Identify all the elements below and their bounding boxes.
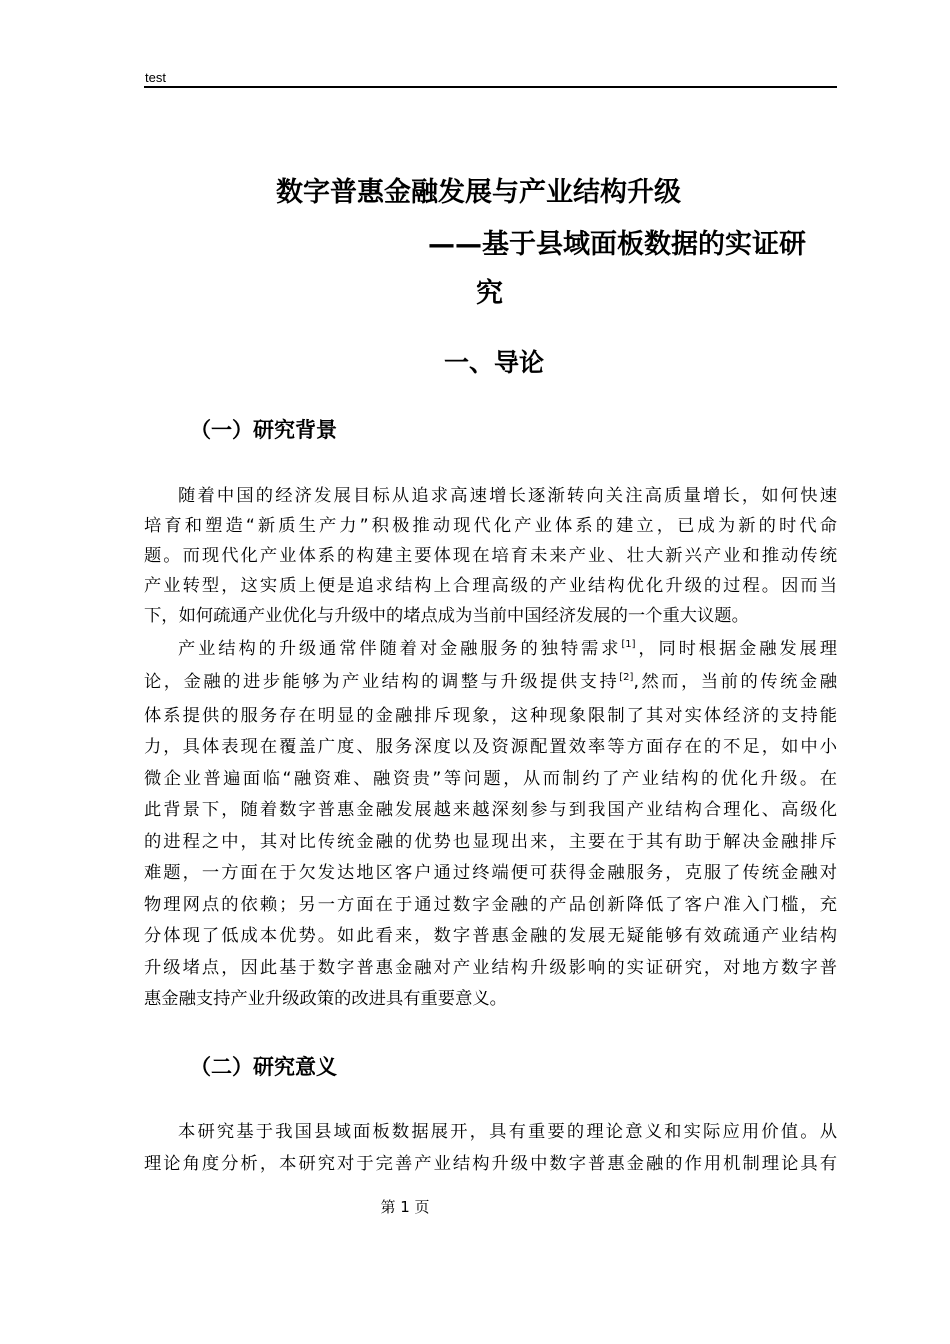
page-number: 第 1 页 — [380, 1198, 430, 1216]
body-line: 分体现了低成本优势。如此看来，数字普惠金融的发展无疑能够有效疏通产业结构 — [144, 926, 837, 946]
body-line: 理论角度分析，本研究对于完善产业结构升级中数字普惠金融的作用机制理论具有 — [144, 1154, 837, 1174]
citation-ref-1[interactable]: [1] — [621, 639, 636, 651]
body-text: 产业结构的升级通常伴随着对金融服务的独特需求 — [178, 639, 622, 659]
body-line: 随着中国的经济发展目标从追求高速增长逐渐转向关注高质量增长，如何快速 — [178, 486, 837, 506]
body-line: 此背景下，随着数字普惠金融发展越来越深刻参与到我国产业结构合理化、高级化 — [144, 800, 837, 820]
body-line: 物理网点的依赖；另一方面在于通过数字金融的产品创新降低了客户准入门槛，充 — [144, 895, 837, 915]
body-line: 题。而现代化产业体系的构建主要体现在培育未来产业、壮大新兴产业和推动传统 — [144, 546, 837, 566]
body-text: ,然而，当前的传统金融 — [633, 672, 837, 692]
body-line: 微企业普遍面临“融资难、融资贵”等问题，从而制约了产业结构的优化升级。在 — [144, 769, 837, 789]
body-line: 培育和塑造“新质生产力”积极推动现代化产业体系的建立，已成为新的时代命 — [144, 516, 837, 536]
header-rule — [144, 86, 837, 88]
body-line: 产业转型，这实质上便是追求结构上合理高级的产业结构优化升级的过程。因而当 — [144, 576, 837, 596]
chapter-heading: 一、导论 — [444, 348, 545, 377]
body-line: 本研究基于我国县域面板数据展开，具有重要的理论意义和实际应用价值。从 — [178, 1122, 837, 1142]
citation-ref-2[interactable]: [2] — [619, 672, 634, 684]
paper-subtitle-continued: 究 — [476, 278, 503, 309]
section-heading-background: （一）研究背景 — [190, 418, 337, 442]
body-text: 论，金融的进步能够为产业结构的调整与升级提供支持 — [144, 672, 620, 692]
paper-subtitle: ——基于县域面板数据的实证研 — [428, 229, 806, 260]
body-text: ，同时根据金融发展理 — [635, 639, 837, 659]
body-line: 力，具体表现在覆盖广度、服务深度以及资源配置效率等方面存在的不足，如中小 — [144, 737, 837, 757]
running-header: test — [145, 70, 166, 85]
body-line: 的进程之中，其对比传统金融的优势也显现出来，主要在于其有助于解决金融排斥 — [144, 832, 837, 852]
body-line: 惠金融支持产业升级政策的改进具有重要意义。 — [144, 989, 507, 1009]
body-line — [144, 667, 837, 697]
body-line: 体系提供的服务存在明显的金融排斥现象，这种现象限制了其对实体经济的支持能 — [144, 706, 837, 726]
paper-title: 数字普惠金融发展与产业结构升级 — [276, 177, 681, 208]
body-line: 升级堵点，因此基于数字普惠金融对产业结构升级影响的实证研究，对地方数字普 — [144, 958, 837, 978]
body-line — [178, 634, 837, 664]
body-line: 下，如何疏通产业优化与升级中的堵点成为当前中国经济发展的一个重大议题。 — [144, 606, 749, 626]
section-heading-significance: （二）研究意义 — [190, 1055, 337, 1079]
body-line: 难题，一方面在于欠发达地区客户通过终端便可获得金融服务，克服了传统金融对 — [144, 863, 837, 883]
